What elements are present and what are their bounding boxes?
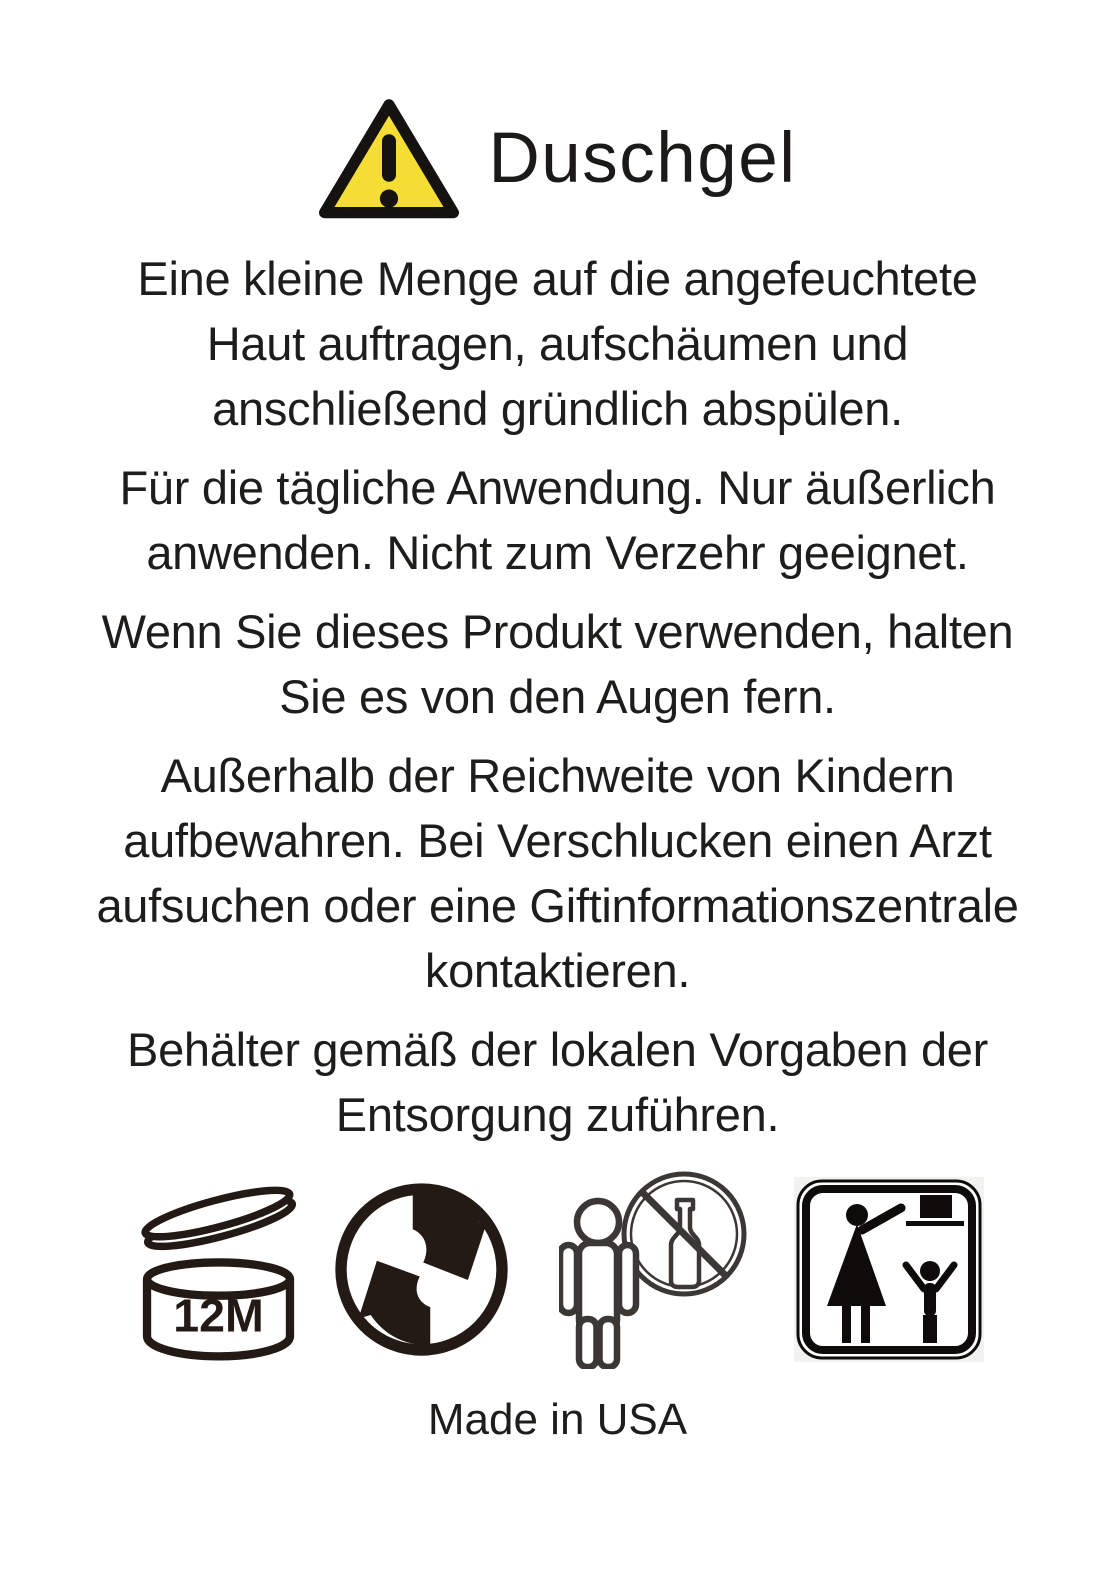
text-line: anwenden. Nicht zum Verzehr geeignet. [146,526,969,579]
pao-open-jar-12m-icon [131,1176,306,1363]
paragraph-children-warning [0,743,1115,1003]
footer [0,1395,1115,1445]
text-line: anschließend gründlich abspülen. [212,382,903,435]
text-line: Sie es von den Augen fern. [279,670,836,723]
product-label [0,92,1115,1592]
paragraph-disposal [0,1017,1115,1147]
paragraph-daily-use [0,455,1115,585]
text-line: Außerhalb der Reichweite von Kindern [160,749,955,802]
paragraph-avoid-eyes [0,599,1115,729]
text-line: kontaktieren. [424,944,691,997]
text-line: Behälter gemäß der lokalen Vorgaben der [127,1023,988,1076]
do-not-drink-icon [559,1169,754,1369]
pao-period-label: 12M [173,1288,264,1341]
warning-triangle-icon [319,95,459,221]
header [0,92,1115,224]
keep-away-from-children-icon [794,1177,984,1362]
text-line: Entsorgung zuführen. [335,1088,780,1141]
text-line: aufbewahren. Bei Verschlucken einen Arzt [123,814,992,867]
text-line: Eine kleine Menge auf die angefeuchtete [137,252,978,305]
text-line: Wenn Sie dieses Produkt verwenden, halten [101,605,1014,658]
text-line: Haut auftragen, aufschäumen und [206,317,909,370]
product-title: Duschgel [488,118,797,198]
icons-row [0,1169,1115,1369]
origin-text: Made in USA [427,1395,688,1444]
paragraph-application [0,246,1115,441]
text-line: aufsuchen oder eine Giftinformationszentrale [96,879,1019,932]
directions-text [0,246,1115,1147]
green-dot-recycling-icon [334,1182,509,1357]
text-line: Für die tägliche Anwendung. Nur äußerlich [119,461,996,514]
